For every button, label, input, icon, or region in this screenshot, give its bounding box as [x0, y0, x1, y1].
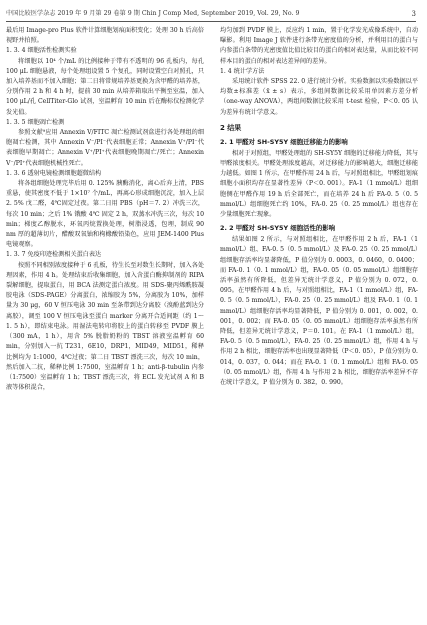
running-header: [6, 8, 416, 20]
paragraph: 结果如图 2 所示，与对照组相比，在甲醛作用 2 h 后，FA-1（1 mmol/L）组、FA-0. 5（0. 5 mmol/L）及 FA-0. 25（0. 25 mmol/L）组细胞存活率均显著降低，P 值分别为 0. 0003，0. 0460，0. 0400；而 FA-0. 1（0. 1 mmol/L）组，FA-0. 05（0. 05 mmol/L）组细胞存活率虽然有所降低，但差异无统计学意义，P 值分别为 0. 072，0. 095。在甲醛作用 4 h 后，与对照组相比，FA-1（1 mmol/L）组，FA-0. 5（0. 5 mmol/L），FA-0. 25（0. 25 mmol/L）组及 FA-0. 1（0. 1 mmol/L）组细胞存活率均显著降低，P 值分别为 0. 001，0. 002，0. 001，0. 002；而 FA-0. 05（0. 05 mmol/L）组细胞存活率虽然有所降低，但差异无统计学意义，P＝0. 101。在 FA-1（1 mmol/L）组，FA-0. 5（0. 5 mmol/L），FA-0. 25（0. 25 mmol/L）组，作用 4 h 与作用 2 h 相比，细胞存活率也出现显著降低（P＜0. 05），P 值分别为 0. 014，0. 037，0. 044；而在 FA-0. 1（0. 1 mmol/L）组和 FA-0. 05（0. 05 mmol/L）组，作用 4 h 与作用 2 h 相比，细胞存活率差异不存在统计学意义，P 值分别为 0. 382，0. 990。: [220, 236, 418, 387]
paragraph: 相对于对照组，甲醛处理组的 SH-SY5Y 细胞的迁移能力降低，其与甲醛浓度相关。甲醛处理浓度越高，对迁移能力的影响越大，细胞迁移能力越低。如图 1 所示，在甲醛作用 24 h 后，与对照组相比，甲醛组划痕细胞小面积均存在显著性差异（P＜0. 001）。FA-1（1 mmol/L）组细胞侧在甲醛作用 19 h 后全部死亡，而在培养 24 h 后 FA-0. 5（0. 5 mmol/L）组细胞死亡约 10%，FA-0. 25（0. 25 mmol/L）组也存在少量细胞死亡现象。: [220, 149, 418, 219]
section-heading-1-3-7: 1. 3. 7 免疫印迹检测相关蛋白表达: [6, 251, 102, 259]
section-heading-1-3-5: 1. 3. 5 细胞凋亡检测: [6, 118, 65, 126]
right-column: [220, 26, 418, 621]
paragraph: 将各组细胞处理完毕后用 0. 125% 胰酶消化，离心后弃上清，PBS 重悬，使其密度不低于 1×10⁷ 个/mL，再离心形成细胞沉淀，加入上层 2. 5% 戊二醛，4℃固定过夜。第二日用 PBS（pH＝7. 2）冲洗三次，每次 10 min；之后 1% 锇酸 4℃ 固定 2 h，双蒸水冲洗三次，每次 10 min；梯度乙醇脱水，环氧丙烷置换处理，树脂浸透，包埋，制成 90 nm 厚的超薄切片，醋酸双氧铀和枸橼酸铅染色，应用 JEM-1400 Plus 电镜观察。: [6, 180, 204, 249]
paragraph: 按照不同相别浓度接种于 6 孔板，待生长至对数生长期时，加入各处理因素，作用 4 h。处理结束后收集细胞，加入含蛋白酶抑制剂的 RIPA 裂解细胞，提取蛋白，用 BCA 法测定蛋白浓度。用 SDS-聚丙烯酰胺凝胶电泳（SDS-PAGE）分离蛋白，浓缩胶为 5%，分离胶为 10%，加样量为 30 μg，60 V 恒压电泳 30 min 至条带到达分离胶（溴酚蓝到达分离胶），调至 100 V 恒压电泳至蛋白 marker 分离开合适间距（约 1～1. 5 h），即结束电泳。用湿法电转印将胶上的蛋白转移至 PVDF 膜上（300 mA，1 h），用含 5% 脱脂奶粉的 TBST 溶液室温孵育 60 min，分别加入一抗 T231，6E10，DRP1，MID49，MID51，稀释比例均为 1:1000，4℃过夜；第二日 TBST 漂洗三次，每次 10 min，然后加入二抗，稀释比例 1:7500，室温孵育 1 h；anti-β-tubulin 内参（1:7500）室温孵育 1 h；TBST 漂洗三次，将 ECL 发光试剂 A 和 B 液等体积混合，: [6, 261, 204, 392]
paragraph: 采用统计软件 SPSS 22. 0 进行统计分析。实验数据以实验数据以平均数±标准差（x̄ ± s）表示，多组间数据比较采用单因素方差分析（one-way ANOVA），两组间数据比较采用 t-test 检验，P＜0. 05 认为差异有统计学意义。: [220, 78, 418, 116]
paragraph: 均匀加到 PVDF 膜上，反应约 1 min，置于化学发光成像系统中，自动曝影。利用 Image J 软件进行条带光密度值的分析，并利用目的蛋白与内参蛋白条带的光密度值比值比较目的蛋白的相对表达量，从而比较不同样本目的蛋白的相对表达差异间的差异。: [220, 27, 418, 65]
paragraph: 最后用 Image-pro Plus 软件计算细胞划痕面积变化；处理 30 h 后高倍视野并拍照。: [6, 27, 204, 45]
section-heading-1-3-4: 1. 3. 4 细胞活性检测实验: [6, 47, 77, 55]
section-heading-2: 2 结果: [220, 123, 242, 132]
section-heading-1-4: 1. 4 统计学方法: [220, 67, 265, 75]
left-column: [6, 26, 204, 621]
section-heading-1-3-6: 1. 3. 6 透射电镜检测细胞超微结构: [6, 169, 102, 177]
page-number: 3: [411, 10, 416, 18]
paragraph: 将细胞以 10⁴ 个/mL 的比例接种于带有不透明的 96 孔板内，每孔 100 μL 细胞悬液，每个处理组设置 5 个复孔，同时设置空白对照孔，只加入培养基而不加入细胞；第二日将常规培养基更换为含甲醛的培养基，分别作用 2 h 和 4 h 时，提前 30 min 从培养箱取出平衡至室温，加入 100 μL/孔 CellTiter-Glo 试剂，室温孵育 10 min 后在酶标仪检测化学发光值。: [6, 57, 204, 116]
journal-citation: 中国比较医学杂志 2019 年 9 月第 29 卷第 9 期 Chin J Comp Med, September 2019, Vol. 29, No. 9: [6, 10, 300, 17]
section-heading-2-1: 2. 1 甲醛对 SH-SY5Y 细胞迁移能力的影响: [220, 137, 348, 146]
paragraph: 参照文献⁹应用 Annexin V/FITC 凋亡检测试剂盒进行各处理组的细胞凋亡检测，其中 Annexin V⁻/PI⁻代表细胞正常；Annexin V⁺/PI⁻代表细胞早期凋亡；Annexin V⁺/PI⁺代表细胞晚期凋亡/死亡；Annexin V⁻/PI⁺代表细胞机械性死亡。: [6, 129, 204, 167]
header-rule: [6, 21, 416, 22]
section-heading-2-2: 2. 2 甲醛对 SH-SY5Y 细胞活性的影响: [220, 224, 336, 233]
